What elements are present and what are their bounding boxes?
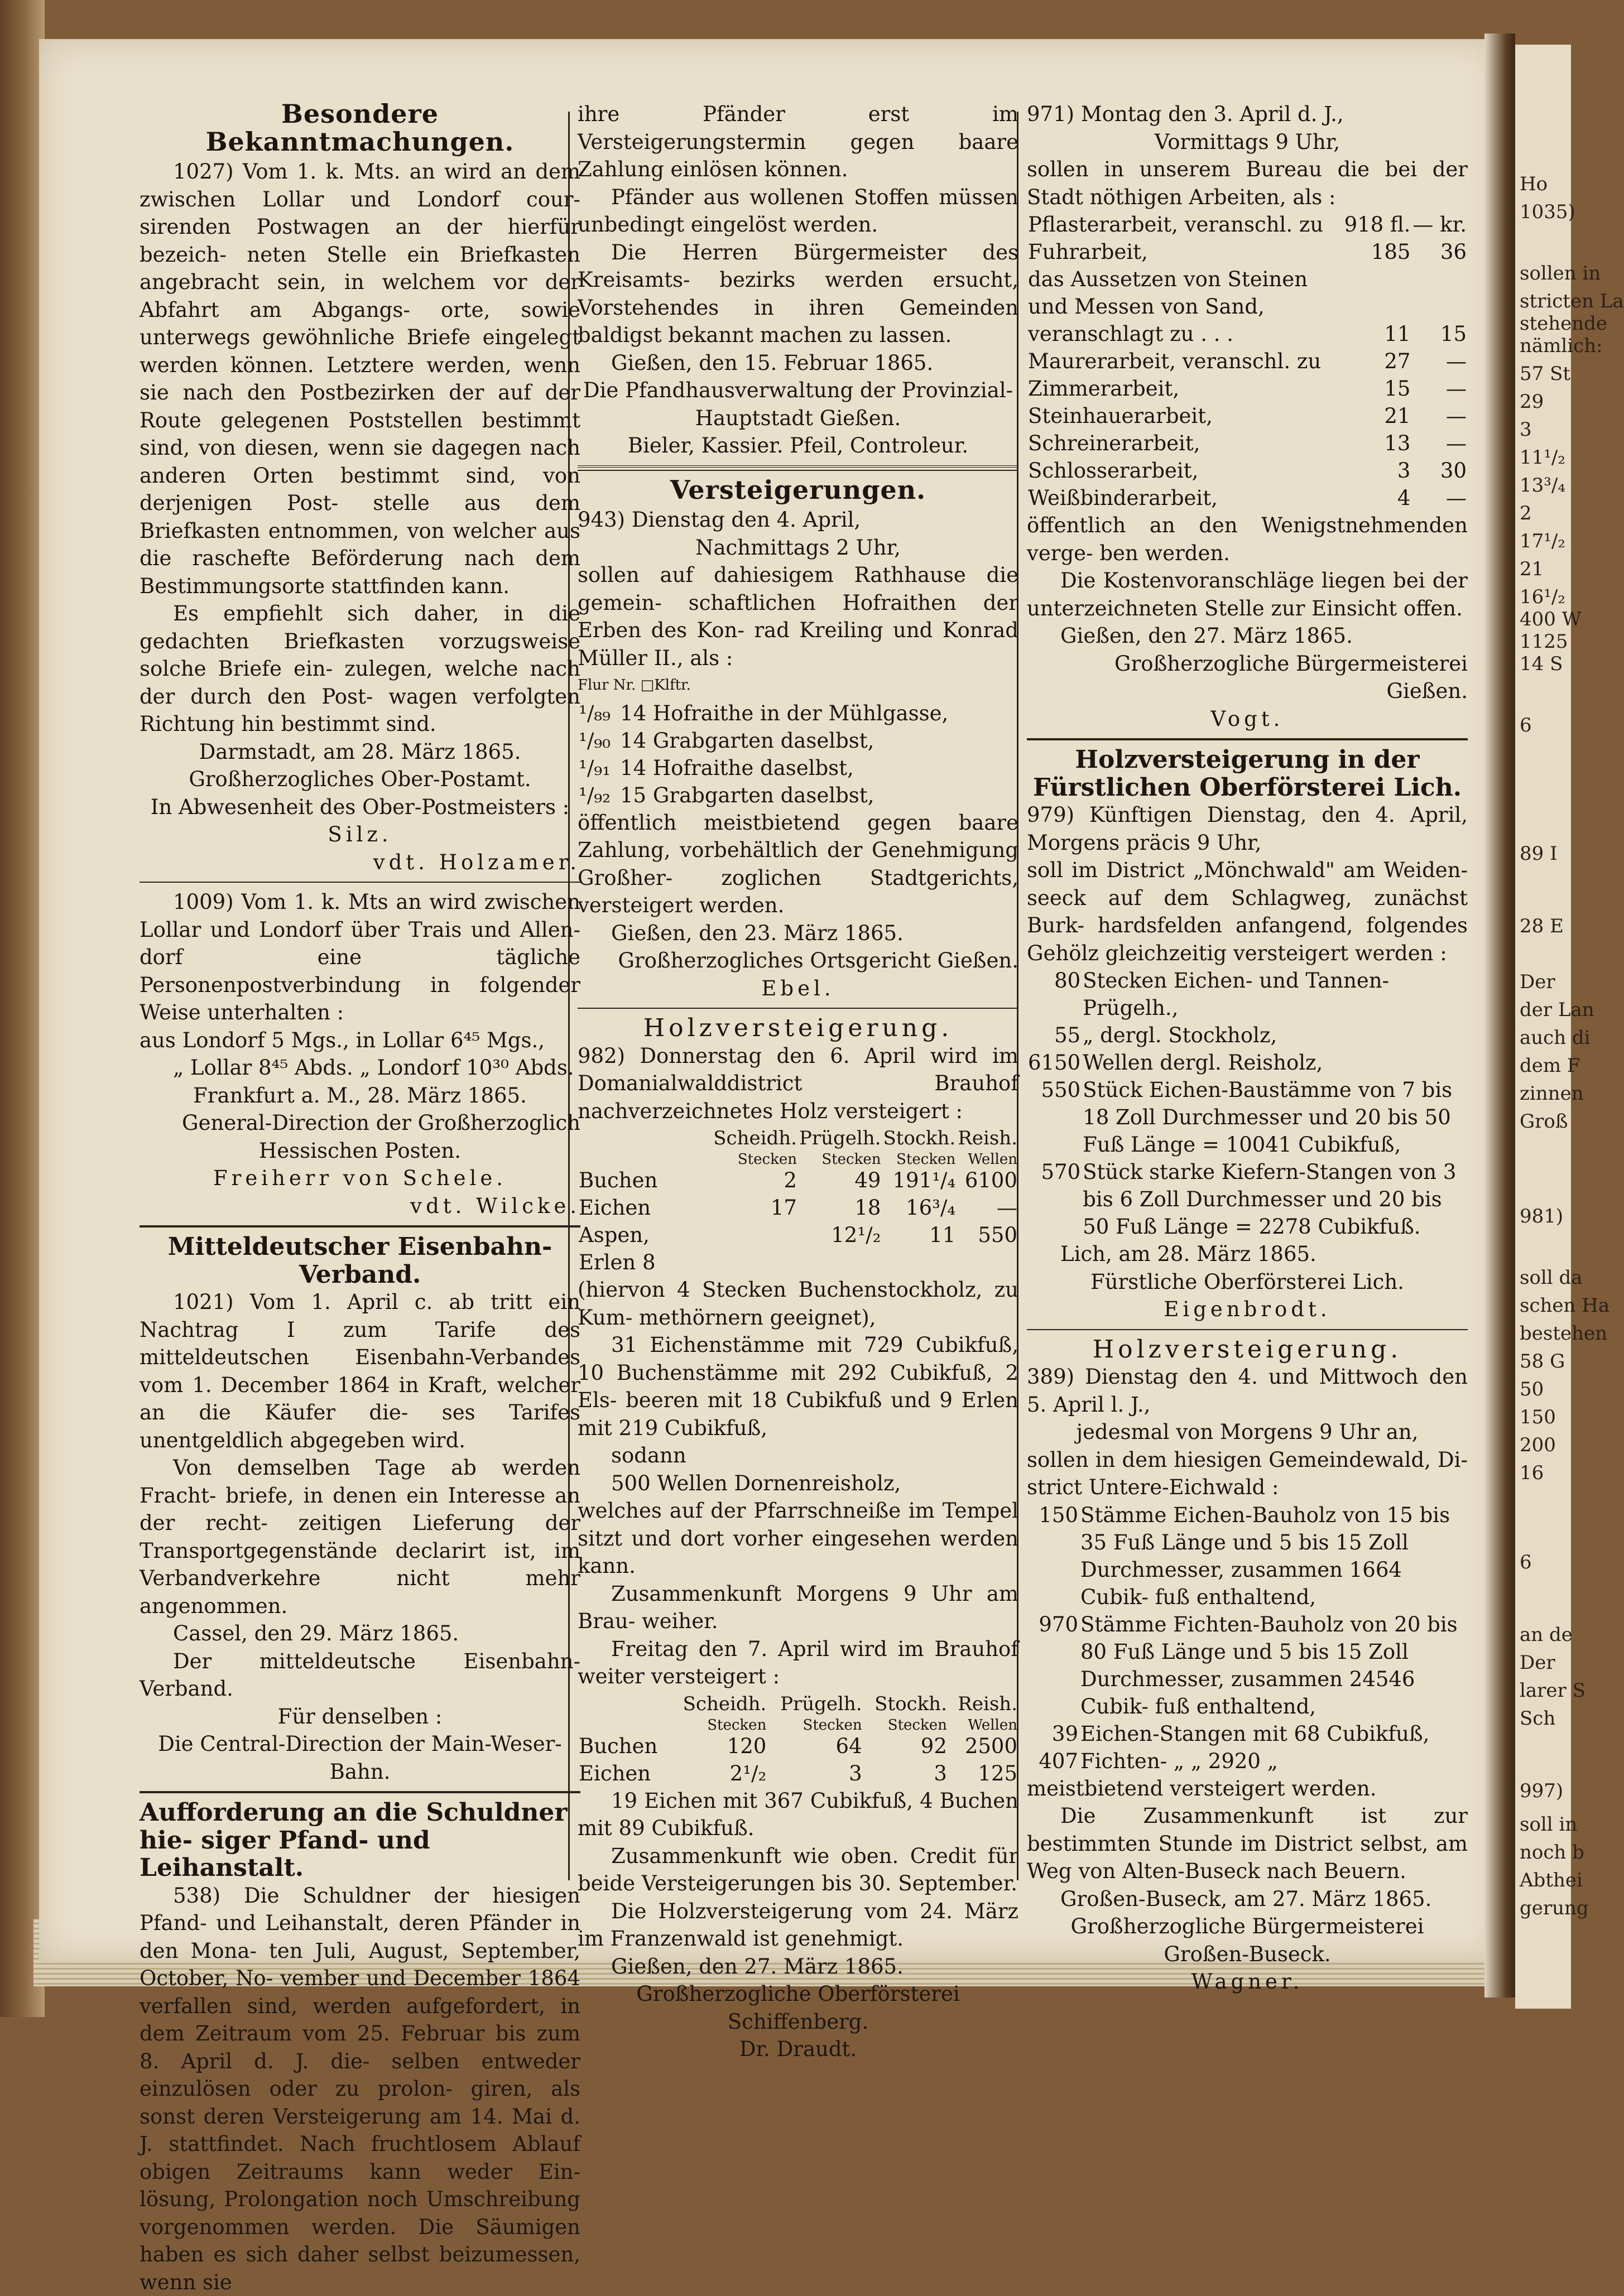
item-qty: 570 <box>1027 1158 1082 1240</box>
next-page-text-fragment: zinnen <box>1520 1082 1584 1105</box>
unit-cell: Stecken <box>712 1152 798 1167</box>
holz-place: Gießen, den 27. März 1865. <box>578 1953 1018 1981</box>
table-row <box>1027 1076 1468 1158</box>
holz-table-2 <box>578 1691 1018 1787</box>
table-cell: 92 <box>863 1732 948 1760</box>
lich-heading: Holzversteigerung in der Fürstlichen Oberförsterei Lich. <box>1027 746 1468 801</box>
schuldner-cont: ihre Pfänder erst im Versteigerungstermin gegen baare Zahlung einlösen können. <box>578 100 1018 184</box>
n943-sig2: Ebel. <box>578 975 1018 1003</box>
holz-text8: 19 Eichen mit 367 Cubikfuß, 4 Buchen mit 89 Cubikfuß. <box>578 1787 1018 1842</box>
table-cell: 18 <box>798 1194 882 1221</box>
next-page-fragment <box>1515 45 1571 2009</box>
table-header <box>578 1125 1018 1152</box>
table-row <box>1027 457 1468 484</box>
table-header <box>578 1691 1018 1718</box>
holz-sodann: sodann <box>578 1442 1018 1470</box>
next-page-text-fragment: noch b <box>1520 1841 1584 1864</box>
separator <box>140 882 580 883</box>
item-text: 14 Hofraithe in der Mühlgasse, <box>619 700 1018 727</box>
verband-place: Cassel, den 29. März 1865. <box>140 1620 580 1648</box>
n971-text2: öffentlich an den Wenigstnehmenden verge- ben werden. <box>1027 512 1468 567</box>
next-page-text-fragment: stehende <box>1520 312 1607 335</box>
table-cell: Buchen <box>578 1732 670 1760</box>
book-gutter <box>1484 33 1515 1997</box>
cost-fl: 13 <box>1343 430 1412 457</box>
item-qty: 970 <box>1027 1611 1079 1720</box>
cost-fl: 3 <box>1343 457 1412 484</box>
table-row <box>1027 348 1468 375</box>
n943-items-table <box>578 700 1018 809</box>
next-page-text-fragment: 981) <box>1520 1205 1563 1228</box>
next-page-text-fragment: larer S <box>1520 1679 1585 1702</box>
table-cell: — <box>957 1194 1018 1221</box>
next-page-text-fragment: 16 <box>1520 1462 1544 1484</box>
cost-label: Fuhrarbeit, <box>1027 238 1343 266</box>
n971-place: Gießen, den 27. März 1865. <box>1027 622 1468 650</box>
table-cell: 11 <box>882 1221 957 1276</box>
verband-text: 1021) Vom 1. April c. ab tritt ein Nachtrag I zum Tarife des mitteldeutschen Eisenbahn-Verbandes vom 1. December 1864 in Kraft, welcher an die Käufer die- ses Tarifes unentgeldlich abgegeben wird. <box>140 1288 580 1454</box>
table-header-cell: Prügelh. <box>767 1691 863 1718</box>
flur-nr: ¹/₉₂ <box>578 782 619 809</box>
cost-fl: 4 <box>1343 484 1412 512</box>
table-cell: Buchen <box>578 1167 712 1194</box>
verband-sig1: Der mitteldeutsche Eisenbahn-Verband. <box>140 1648 580 1703</box>
busek-items-table <box>1027 1501 1468 1775</box>
next-page-text-fragment: 89 I <box>1520 843 1558 865</box>
n971-date: 971) Montag den 3. April d. J., <box>1027 100 1468 128</box>
next-page-text-fragment: 50 <box>1520 1378 1544 1400</box>
table-row <box>578 1732 1018 1760</box>
table-cell: 6100 <box>957 1167 1018 1194</box>
cost-label: Maurerarbeit, veranschl. zu <box>1027 348 1343 375</box>
table-row <box>1027 1158 1468 1240</box>
cost-fl: 11 <box>1343 266 1412 348</box>
table-cell <box>712 1221 798 1276</box>
table-cell: Aspen, Erlen 8 <box>578 1221 712 1276</box>
table-row <box>1027 1720 1468 1748</box>
table-cell: 2 <box>712 1167 798 1194</box>
cost-kr: — <box>1411 402 1468 430</box>
notice-1009-sig1: General-Direction der Großherzoglich <box>140 1109 580 1137</box>
table-row <box>1027 1501 1468 1611</box>
holz-table-1 <box>578 1125 1018 1276</box>
notice-1027-text2: Es empfiehlt sich daher, in die gedachten Briefkasten vorzugsweise solche Briefe ein- zulegen, welche nach der durch den Post- wagen verfolgten Richtung hin bestimmt sind. <box>140 600 580 738</box>
n971-cost-table <box>1027 211 1468 512</box>
item-text: Stück Eichen-Baustämme von 7 bis 18 Zoll Durchmesser und 20 bis 50 Fuß Länge = 10041 Cubikfuß, <box>1082 1076 1468 1158</box>
holz-text2: (hiervon 4 Stecken Buchenstockholz, zu Kum- methörnern geeignet), <box>578 1276 1018 1331</box>
lich-items-table <box>1027 967 1468 1240</box>
verband-text2: Von demselben Tage ab werden Fracht- briefe, in denen ein Interesse an der recht- zeitigen Lieferung der Transportgegenstände declarirt ist, im Verbandverkehre nicht mehr angenommen. <box>140 1454 580 1620</box>
table-row <box>1027 238 1468 266</box>
table-row <box>578 1167 1018 1194</box>
table-header-cell: Reish. <box>948 1691 1018 1718</box>
cost-kr: 36 <box>1411 238 1468 266</box>
next-page-text-fragment: 6 <box>1520 714 1532 737</box>
next-page-text-fragment: sollen in <box>1520 262 1601 285</box>
table-row <box>1027 967 1468 1022</box>
schuldner-text: 538) Die Schuldner der hiesigen Pfand- und Leihanstalt, deren Pfänder in den Mona- ten Juli, August, September, October, No- vember und December 1864 verfallen sind, werden aufgefordert, in dem Zeitraum vom 25. Februar bis zum 8. April d. J. die- selben entweder einzulösen oder zu prolon- giren, als sonst deren Versteigerung am 14. Mai d. J. stattfindet. Nach fruchtlosem Ablauf obigen Zeitraums kann weder Ein- lösung, Prolongation noch Umschreibung vorgenommen werden. Die Säumigen haben es sich daher selbst beizumessen, wenn sie <box>140 1882 580 2296</box>
next-page-text-fragment: 1035) <box>1520 201 1575 223</box>
next-page-text-fragment: 17¹/₂ <box>1520 530 1565 552</box>
busek-sig3: Wagner. <box>1027 1968 1468 1996</box>
lich-sig1: Fürstliche Oberförsterei Lich. <box>1027 1268 1468 1296</box>
next-page-text-fragment: 6 <box>1520 1551 1532 1573</box>
cost-label: Schreinerarbeit, <box>1027 430 1343 457</box>
cost-label: Zimmerarbeit, <box>1027 375 1343 402</box>
holz-sig2: Dr. Draudt. <box>578 2035 1018 2063</box>
table-cell: 17 <box>712 1194 798 1221</box>
holz-text10: Die Holzversteigerung vom 24. März im Franzenwald ist genehmigt. <box>578 1898 1018 1953</box>
next-page-text-fragment: schen Ha <box>1520 1294 1609 1317</box>
cost-fl: 21 <box>1343 402 1412 430</box>
versteigerungen-heading: Versteigerungen. <box>578 476 1018 504</box>
item-text: Stämme Eichen-Bauholz von 15 bis 35 Fuß Länge und 5 bis 15 Zoll Durchmesser, zusammen 1664 Cubik- fuß enthaltend, <box>1079 1501 1468 1611</box>
table-row <box>1027 375 1468 402</box>
n971-sig2: Vogt. <box>1027 705 1468 733</box>
cost-label: Steinhauerarbeit, <box>1027 402 1343 430</box>
notice-1027-place: Darmstadt, am 28. März 1865. <box>140 738 580 766</box>
column-1 <box>140 100 580 2296</box>
schuldner-sig1: Die Pfandhausverwaltung der Provinzial- <box>578 377 1018 405</box>
notice-1009-sig4: vdt. Wilcke. <box>140 1192 580 1220</box>
table-header-cell <box>578 1691 670 1718</box>
table-row <box>578 754 1018 782</box>
holz-text9: Zusammenkunft wie oben. Credit für beide Versteigerungen bis 30. September. <box>578 1842 1018 1898</box>
next-page-text-fragment: Ho <box>1520 173 1548 195</box>
unit-cell <box>578 1718 670 1732</box>
item-text: Stück starke Kiefern-Stangen von 3 bis 6 Zoll Durchmesser und 20 bis 50 Fuß Länge = 2278 Cubikfuß. <box>1082 1158 1468 1240</box>
unit-cell: Stecken <box>863 1718 948 1732</box>
table-row <box>578 1221 1018 1276</box>
next-page-text-fragment: Der <box>1520 971 1555 993</box>
n971-time: Vormittags 9 Uhr, <box>1027 128 1468 156</box>
next-page-text-fragment: 11¹/₂ <box>1520 446 1565 469</box>
busek-place: Großen-Buseck, am 27. März 1865. <box>1027 1885 1468 1913</box>
cost-kr: 15 <box>1411 266 1468 348</box>
busek-text: 389) Dienstag den 4. und Mittwoch den 5. April l. J., <box>1027 1363 1468 1418</box>
table-header-cell: Scheidh. <box>712 1125 798 1152</box>
cost-kr: — <box>1411 348 1468 375</box>
next-page-text-fragment: gerung <box>1520 1897 1589 1919</box>
next-page-text-fragment: stricten La <box>1520 290 1624 312</box>
book-spine-edge <box>0 0 45 2017</box>
next-page-text-fragment: 200 <box>1520 1434 1556 1456</box>
notice-1009-line2: „ Lollar 8⁴⁵ Abds. „ Londorf 10³⁰ Abds. <box>140 1054 580 1082</box>
separator <box>1027 738 1468 740</box>
next-page-text-fragment: 2 <box>1520 502 1532 524</box>
unit-cell: Stecken <box>767 1718 863 1732</box>
next-page-text-fragment: 13³/₄ <box>1520 474 1565 497</box>
schuldner-sig2: Hauptstadt Gießen. <box>578 405 1018 432</box>
lich-sig2: Eigenbrodt. <box>1027 1296 1468 1323</box>
n971-text: sollen in unserem Bureau die bei der Stadt nöthigen Arbeiten, als : <box>1027 156 1468 211</box>
holz-text7: Freitag den 7. April wird im Brauhof weiter versteigert : <box>578 1635 1018 1691</box>
table-header-cell: Stockh. <box>863 1691 948 1718</box>
flur-nr: ¹/₉₁ <box>578 754 619 782</box>
table-cell: 49 <box>798 1167 882 1194</box>
schuldner-place: Gießen, den 15. Februar 1865. <box>578 349 1018 377</box>
n943-date: 943) Dienstag den 4. April, <box>578 506 1018 534</box>
notice-1009-text: 1009) Vom 1. k. Mts an wird zwischen Lollar und Londorf über Trais und Allen- dorf eine tägliche Personenpostverbindung in folgender Weise unterhalten : <box>140 888 580 1027</box>
n943-cols: Flur Nr. □Klftr. <box>578 672 1018 700</box>
busek-heading: Holzversteigerung. <box>1027 1336 1468 1364</box>
n943-text2: öffentlich meistbietend gegen baare Zahlung, vorbehältlich der Genehmigung Großher- zoglichen Stadtgerichts, versteigert werden. <box>578 809 1018 920</box>
next-page-text-fragment: Groß <box>1520 1110 1568 1133</box>
schuldner-cont3: Die Herren Bürgermeister des Kreisamts- bezirks werden ersucht, Vorstehendes in ihren Gemeinden baldigst bekannt machen zu lassen. <box>578 239 1018 349</box>
next-page-text-fragment: 3 <box>1520 418 1532 441</box>
busek-text5: Die Zusammenkunft ist zur bestimmten Stunde im District selbst, am Weg von Alten-Buseck nach Beuern. <box>1027 1802 1468 1885</box>
table-cell: 2¹/₂ <box>670 1760 767 1787</box>
cost-label: Weißbinderarbeit, <box>1027 484 1343 512</box>
next-page-text-fragment: 16¹/₂ <box>1520 586 1565 608</box>
table-row <box>578 727 1018 754</box>
unit-cell: Wellen <box>948 1718 1018 1732</box>
table-row <box>1027 1049 1468 1076</box>
table-row <box>578 782 1018 809</box>
busek-sig1: Großherzogliche Bürgermeisterei <box>1027 1913 1468 1941</box>
notice-1027-text: 1027) Vom 1. k. Mts. an wird an dem zwischen Lollar und Londorf cour- sirenden Postwagen an der hierfür bezeich- neten Stelle ein Briefkasten angebracht sein, in welchem vor der Abfahrt am Abgangs- orte, sowie unterwegs gewöhnliche Briefe eingelegt werden können. Letztere werden, wenn sie nach den Postbezirken der auf der Route gelegenen Poststellen bestimmt sind, von diesen, wenn sie dagegen nach anderen Orten bestimmt sind, von derjenigen Post- stelle aus dem Briefkasten entnommen, von welcher aus die raschefte Beförderung nach dem Bestimmungsorte stattfinden kann. <box>140 158 580 600</box>
next-page-text-fragment: nämlich: <box>1520 335 1603 357</box>
table-header-cell: Reish. <box>957 1125 1018 1152</box>
next-page-text-fragment: 400 W <box>1520 608 1582 630</box>
separator <box>578 1008 1018 1009</box>
notice-1009-sig3: Freiherr von Schele. <box>140 1164 580 1192</box>
table-row <box>1027 430 1468 457</box>
item-qty: 39 <box>1027 1720 1079 1748</box>
schuldner-sig3: Bieler, Kassier. Pfeil, Controleur. <box>578 432 1018 460</box>
table-cell: 550 <box>957 1221 1018 1276</box>
next-page-text-fragment: dem F <box>1520 1055 1580 1077</box>
table-header-cell <box>578 1125 712 1152</box>
table-row <box>1027 1611 1468 1720</box>
n971-text3: Die Kostenvoranschläge liegen bei der unterzeichneten Stelle zur Einsicht offen. <box>1027 567 1468 622</box>
next-page-text-fragment: 57 St <box>1520 363 1570 385</box>
lich-text2: soll im District „Mönchwald" am Weiden- seeck auf dem Schlagweg, zunächst Burk- hardsfelden anfangend, folgendes Gehölz gleichzeitig versteigert werden : <box>1027 856 1468 967</box>
cost-kr: 30 <box>1411 457 1468 484</box>
item-text: „ dergl. Stockholz, <box>1082 1022 1468 1049</box>
n943-place: Gießen, den 23. März 1865. <box>578 920 1018 947</box>
cost-kr: — <box>1411 484 1468 512</box>
table-unit-row <box>578 1152 1018 1167</box>
table-header-cell: Prügelh. <box>798 1125 882 1152</box>
table-cell: Eichen <box>578 1760 670 1787</box>
cost-kr: — <box>1411 430 1468 457</box>
notice-1009-line1: aus Londorf 5 Mgs., in Lollar 6⁴⁵ Mgs., <box>140 1027 580 1055</box>
notice-1009-place: Frankfurt a. M., 28. März 1865. <box>140 1082 580 1110</box>
table-cell: 16³/₄ <box>882 1194 957 1221</box>
table-row <box>578 1194 1018 1221</box>
table-cell: 3 <box>767 1760 863 1787</box>
table-row <box>1027 484 1468 512</box>
holz-text4: 500 Wellen Dornenreisholz, <box>578 1470 1018 1498</box>
item-text: Fichten- „ „ 2920 „ <box>1079 1748 1468 1775</box>
table-cell: 125 <box>948 1760 1018 1787</box>
item-text: 15 Grabgarten daselbst, <box>619 782 1018 809</box>
next-page-text-fragment: 150 <box>1520 1406 1556 1428</box>
item-qty: 407 <box>1027 1748 1079 1775</box>
n943-sig1: Großherzogliches Ortsgericht Gießen. <box>578 947 1018 975</box>
item-text: Stecken Eichen- und Tannen-Prügelh., <box>1082 967 1468 1022</box>
busek-sig2: Großen-Buseck. <box>1027 1941 1468 1968</box>
table-unit-row <box>578 1718 1018 1732</box>
table-cell: 64 <box>767 1732 863 1760</box>
next-page-text-fragment: soll in <box>1520 1813 1577 1836</box>
item-qty: 150 <box>1027 1501 1079 1611</box>
next-page-text-fragment: 29 <box>1520 391 1544 413</box>
table-header-cell: Scheidh. <box>670 1691 767 1718</box>
item-qty: 80 <box>1027 967 1082 1022</box>
next-page-text-fragment: an de <box>1520 1624 1573 1646</box>
notice-1027-sig3: Silz. <box>140 821 580 849</box>
next-page-text-fragment: 21 <box>1520 558 1544 580</box>
cost-fl: 27 <box>1343 348 1412 375</box>
lich-place: Lich, am 28. März 1865. <box>1027 1240 1468 1268</box>
cost-label: das Aussetzen von Steinen und Messen von Sand, veranschlagt zu . . . <box>1027 266 1343 348</box>
table-cell: 2500 <box>948 1732 1018 1760</box>
cost-label: Pflasterarbeit, veranschl. zu <box>1027 211 1343 238</box>
next-page-text-fragment: soll da <box>1520 1267 1583 1289</box>
verband-sig3: Die Central-Direction der Main-Weser-Bahn. <box>140 1730 580 1785</box>
next-page-text-fragment: 58 G <box>1520 1350 1565 1373</box>
schuldner-cont2: Pfänder aus wollenen Stoffen müssen unbedingt eingelöst werden. <box>578 184 1018 239</box>
table-row <box>578 1760 1018 1787</box>
table-cell: Eichen <box>578 1194 712 1221</box>
holz-text6: Zusammenkunft Morgens 9 Uhr am Brau- weiher. <box>578 1580 1018 1635</box>
next-page-text-fragment: bestehen <box>1520 1322 1607 1345</box>
holz-text5: welches auf der Pfarrschneiße im Tempel sitzt und dort vorher eingesehen werden kann. <box>578 1497 1018 1580</box>
lich-text: 979) Künftigen Dienstag, den 4. April, Morgens präcis 9 Uhr, <box>1027 801 1468 856</box>
notice-1027-sig2: In Abwesenheit des Ober-Postmeisters : <box>140 793 580 821</box>
next-page-text-fragment: Sch <box>1520 1707 1555 1730</box>
item-text: 14 Grabgarten daselbst, <box>619 727 1018 754</box>
item-text: Eichen-Stangen mit 68 Cubikfuß, <box>1079 1720 1468 1748</box>
busek-text4: meistbietend versteigert werden. <box>1027 1775 1468 1803</box>
next-page-text-fragment: auch di <box>1520 1027 1591 1049</box>
next-page-text-fragment: Der <box>1520 1652 1555 1674</box>
n971-sig1: Großherzogliche Bürgermeisterei Gießen. <box>1027 650 1468 705</box>
column-2 <box>578 100 1018 2063</box>
separator <box>1027 1329 1468 1330</box>
n943-time: Nachmittags 2 Uhr, <box>578 534 1018 562</box>
next-page-text-fragment: 14 S <box>1520 653 1563 675</box>
next-page-text-fragment: der Lan <box>1520 999 1594 1021</box>
separator <box>140 1791 580 1793</box>
table-row <box>1027 211 1468 238</box>
flur-nr: ¹/₈₉ <box>578 700 619 727</box>
table-cell: 12¹/₂ <box>798 1221 882 1276</box>
flur-nr: ¹/₉₀ <box>578 727 619 754</box>
column-3 <box>1027 100 1468 1996</box>
unit-cell: Wellen <box>957 1152 1018 1167</box>
table-header-cell: Stockh. <box>882 1125 957 1152</box>
unit-cell <box>578 1152 712 1167</box>
separator <box>140 1225 580 1228</box>
cost-fl: 918 fl. <box>1343 211 1412 238</box>
cost-kr: — <box>1411 375 1468 402</box>
busek-text3: sollen in dem hiesigen Gemeindewald, Di- strict Untere-Eichwald : <box>1027 1446 1468 1501</box>
table-row <box>1027 402 1468 430</box>
cost-label: Schlosserarbeit, <box>1027 457 1343 484</box>
holz-sig1: Großherzogliche Oberförsterei Schiffenberg. <box>578 1980 1018 2035</box>
table-cell: 120 <box>670 1732 767 1760</box>
n943-text: sollen auf dahiesigem Rathhause die gemein- schaftlichen Hofraithen der Erben des Kon- rad Kreiling und Konrad Müller II., als : <box>578 561 1018 672</box>
notice-1027-sig4: vdt. Holzamer. <box>140 849 580 877</box>
table-cell: 3 <box>863 1760 948 1787</box>
cost-kr: — kr. <box>1411 211 1468 238</box>
table-row <box>1027 266 1468 348</box>
separator <box>578 465 1018 471</box>
item-text: 14 Hofraithe daselbst, <box>619 754 1018 782</box>
item-text: Stämme Fichten-Bauholz von 20 bis 80 Fuß Länge und 5 bis 15 Zoll Durchmesser, zusammen 24546 Cubik- fuß enthaltend, <box>1079 1611 1468 1720</box>
cost-fl: 185 <box>1343 238 1412 266</box>
item-text: Wellen dergl. Reisholz, <box>1082 1049 1468 1076</box>
item-qty: 6150 <box>1027 1049 1082 1076</box>
holz-text: 982) Donnerstag den 6. April wird im Domanialwalddistrict Brauhof nachverzeichnetes Holz versteigert : <box>578 1042 1018 1125</box>
unit-cell: Stecken <box>670 1718 767 1732</box>
notice-1027-sig1: Großherzogliches Ober-Postamt. <box>140 766 580 793</box>
next-page-text-fragment: 28 E <box>1520 915 1564 937</box>
schuldner-heading: Aufforderung an die Schuldner hie- siger Pfand- und Leihanstalt. <box>140 1799 580 1882</box>
busek-text2: jedesmal von Morgens 9 Uhr an, <box>1027 1418 1468 1446</box>
verband-heading: Mitteldeutscher Eisenbahn-Verband. <box>140 1233 580 1288</box>
verband-sig2: Für denselben : <box>140 1703 580 1731</box>
table-row <box>1027 1022 1468 1049</box>
holz-heading: Holzversteigerung. <box>578 1014 1018 1042</box>
section-heading: Besondere Bekanntmachungen. <box>140 100 580 156</box>
next-page-text-fragment: Abthei <box>1520 1869 1583 1891</box>
table-cell: 191¹/₄ <box>882 1167 957 1194</box>
notice-1009-sig2: Hessischen Posten. <box>140 1137 580 1165</box>
unit-cell: Stecken <box>798 1152 882 1167</box>
unit-cell: Stecken <box>882 1152 957 1167</box>
next-page-text-fragment: 997) <box>1520 1780 1563 1802</box>
holz-text3: 31 Eichenstämme mit 729 Cubikfuß, 10 Buchenstämme mit 292 Cubikfuß, 2 Els- beeren mit 18 Cubikfuß und 9 Erlen mit 219 Cubikfuß, <box>578 1331 1018 1442</box>
next-page-text-fragment: 1125 <box>1520 630 1568 653</box>
cost-fl: 15 <box>1343 375 1412 402</box>
table-row <box>578 700 1018 727</box>
item-qty: 550 <box>1027 1076 1082 1158</box>
item-qty: 55 <box>1027 1022 1082 1049</box>
table-row <box>1027 1748 1468 1775</box>
